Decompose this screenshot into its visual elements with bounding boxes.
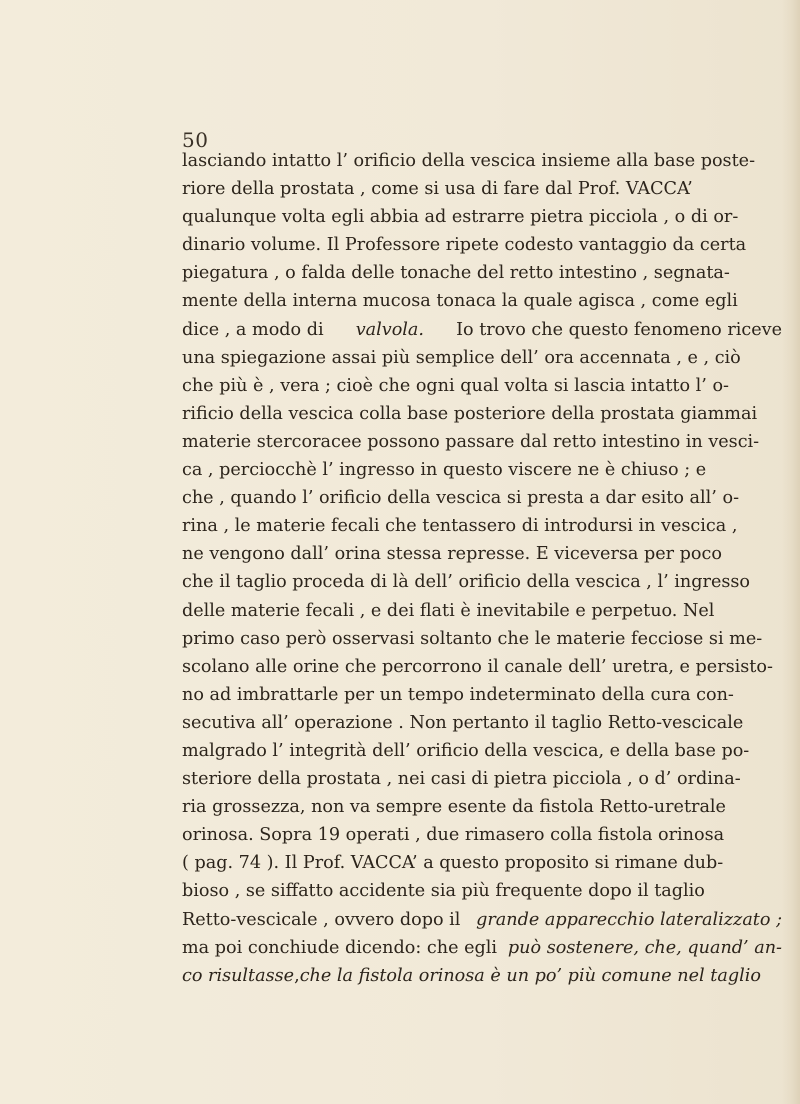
text-segment: rificio della vescica colla base posteriore della prostata giammai [182,403,758,424]
text-segment: secutiva all’ operazione . Non pertanto il taglio Retto-vescicale [182,712,744,733]
text-segment: riore della prostata , come si usa di fare dal Prof. VACCA’ [182,179,693,200]
text-line [182,906,782,934]
text-segment: qualunque volta egli abbia ad estrarre pietra picciola , o di or- [182,207,739,228]
text-segment: dinario volume. Il Professore ripete codesto vantaggio da certa [182,235,747,256]
text-segment: piegatura , o falda delle tonache del retto intestino , segnata- [182,263,730,284]
text-line [182,877,782,905]
text-segment: materie stercoracee possono passare dal retto intestino in vesci- [182,431,760,452]
text-line [182,625,782,653]
text-segment: mente della interna mucosa tonaca la quale agisca , come egli [182,291,738,312]
text-segment: ca , perciocchè l’ ingresso in questo viscere ne è chiuso ; e [182,460,707,481]
text-segment: orinosa. Sopra 19 operati , due rimasero colla fistola orinosa [182,825,725,846]
text-segment: dice , a modo di [182,319,324,340]
text-line [182,568,782,596]
italic-text-segment: grande apparecchio lateralizzato ; [476,909,782,930]
text-line [182,484,782,512]
text-line [182,934,782,962]
text-line [182,962,782,990]
text-line [182,344,782,372]
text-line [182,287,782,315]
text-segment: che , quando l’ orificio della vescica si presta a dar esito all’ o- [182,488,740,509]
italic-text-segment: valvola. [355,319,424,340]
text-segment: ne vengono dall’ orina stessa represse. E viceversa per poco [182,544,722,565]
text-line [182,428,782,456]
text-segment: bioso , se siffatto accidente sia più frequente dopo il taglio [182,881,705,902]
page-number: 50 [182,128,209,152]
text-segment: che più è , vera ; cioè che ogni qual volta si lascia intatto l’ o- [182,375,729,396]
text-line [182,203,782,231]
text-line [182,372,782,400]
text-segment: steriore della prostata , nei casi di pietra picciola , o d’ ordina- [182,769,741,790]
text-line [182,456,782,484]
text-segment: delle materie fecali , e dei flati è inevitabile e perpetuo. Nel [182,600,715,621]
text-line [182,400,782,428]
text-segment: primo caso però osservasi soltanto che le materie fecciose si me- [182,628,763,649]
text-line [182,821,782,849]
text-segment: no ad imbrattarle per un tempo indeterminato della cura con- [182,684,734,705]
text-line [182,681,782,709]
text-line [182,849,782,877]
text-segment: ma poi conchiude dicendo: che egli [182,937,498,958]
text-line [182,231,782,259]
text-line [182,512,782,540]
main-text-block [182,147,782,990]
text-segment: Retto-vescicale , ovvero dopo il [182,909,461,930]
text-line [182,147,782,175]
text-segment: rina , le materie fecali che tentassero di introdursi in vescica , [182,516,738,537]
text-line [182,737,782,765]
text-line [182,597,782,625]
text-segment: ( pag. 74 ). Il Prof. VACCA’ a questo proposito si rimane dub- [182,853,724,874]
italic-text-segment: co risultasse [182,965,295,986]
text-segment: ria grossezza, non va sempre esente da fistola Retto-uretrale [182,797,726,818]
text-line [182,259,782,287]
italic-text-segment: che la fistola orinosa è un po’ più comune nel taglio [299,965,761,986]
text-segment: una spiegazione assai più semplice dell’ ora accennata , e , ciò [182,347,741,368]
page-edge-shadow [782,0,800,1104]
text-segment: che il taglio proceda di là dell’ orificio della vescica , l’ ingresso [182,572,750,593]
text-line [182,709,782,737]
text-line [182,793,782,821]
text-segment: scolano alle orine che percorrono il canale dell’ uretra, e persisto- [182,656,773,677]
text-line [182,653,782,681]
text-segment: lasciando intatto l’ orificio della vescica insieme alla base poste- [182,151,756,171]
text-segment: , [294,965,300,986]
italic-text-segment: può sostenere, che, quand’ an- [507,937,782,958]
text-segment: malgrado l’ integrità dell’ orificio della vescica, e della base po- [182,740,750,761]
text-line [182,765,782,793]
text-line [182,316,782,344]
text-line [182,175,782,203]
text-segment: Io trovo che questo fenomeno riceve [456,319,782,340]
text-line [182,540,782,568]
